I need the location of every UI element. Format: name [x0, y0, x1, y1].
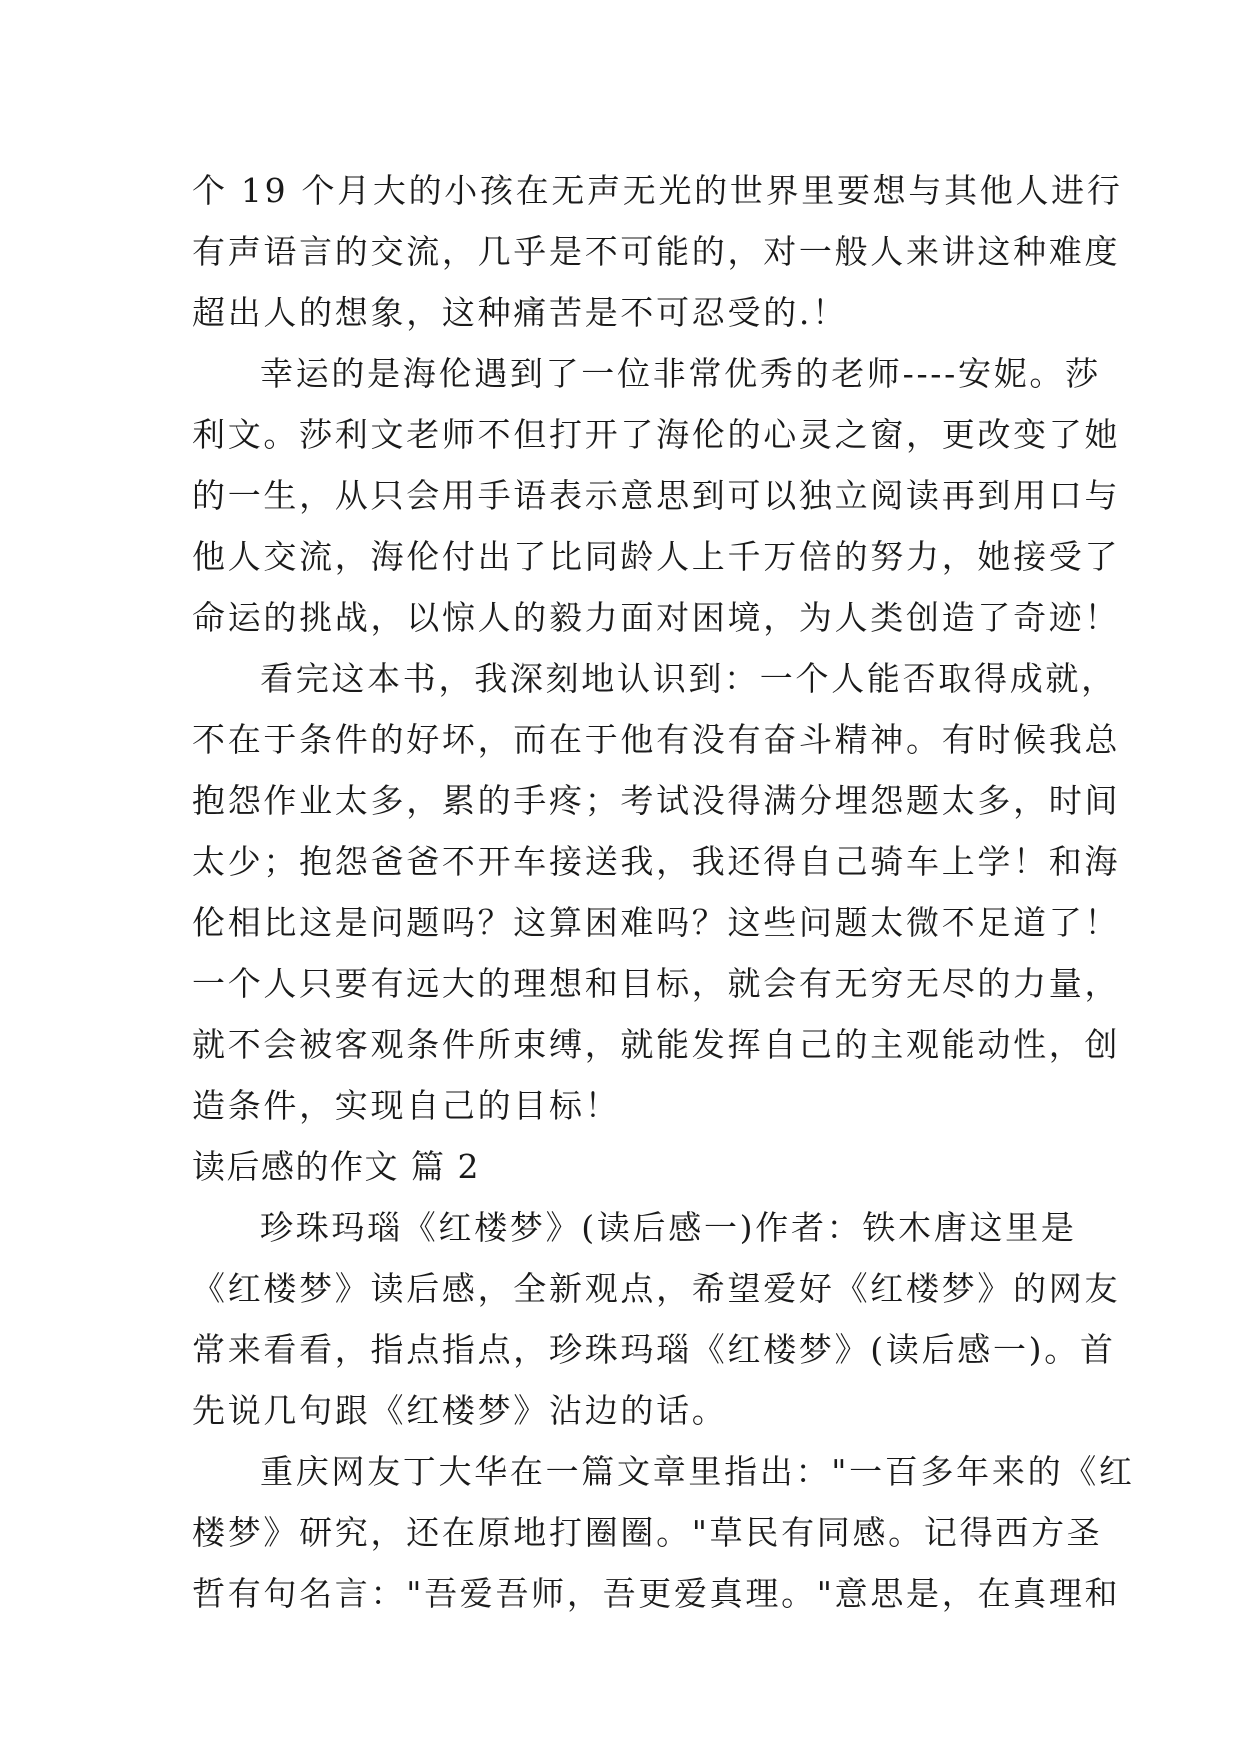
- text-line: 哲有句名言："吾爱吾师，吾更爱真理。"意思是，在真理和: [192, 1574, 1121, 1613]
- paragraph-start-line: 幸运的是海伦遇到了一位非常优秀的老师----安妮。莎: [260, 354, 1101, 393]
- paragraph-start-line: 重庆网友丁大华在一篇文章里指出："一百多年来的《红: [260, 1452, 1135, 1491]
- paragraph-start-line: 看完这本书，我深刻地认识到：一个人能否取得成就，: [260, 659, 1117, 698]
- text-line: 就不会被客观条件所束缚，就能发挥自己的主观能动性，创: [192, 1025, 1121, 1064]
- text-line: 一个人只要有远大的理想和目标，就会有无穷无尽的力量，: [192, 964, 1121, 1003]
- text-line: 不在于条件的好坏，而在于他有没有奋斗精神。有时候我总: [192, 720, 1121, 759]
- text-line: 常来看看，指点指点，珍珠玛瑙《红楼梦》(读后感一)。首: [192, 1330, 1116, 1369]
- paragraph-start-line: 珍珠玛瑙《红楼梦》(读后感一)作者：铁木唐这里是: [260, 1208, 1077, 1247]
- document-page: [192, 160, 1135, 1624]
- text-line: 《红楼梦》读后感，全新观点，希望爱好《红楼梦》的网友: [192, 1269, 1121, 1308]
- text-line: 太少；抱怨爸爸不开车接送我，我还得自己骑车上学！和海: [192, 842, 1121, 881]
- text-line: 有声语言的交流，几乎是不可能的，对一般人来讲这种难度: [192, 232, 1121, 271]
- text-line: 超出人的想象，这种痛苦是不可忍受的.！: [192, 293, 848, 332]
- text-line: 个 19 个月大的小孩在无声无光的世界里要想与其他人进行: [192, 171, 1123, 210]
- text-line: 抱怨作业太多，累的手疼；考试没得满分埋怨题太多，时间: [192, 781, 1121, 820]
- text-line: 利文。莎利文老师不但打开了海伦的心灵之窗，更改变了她: [192, 415, 1121, 454]
- text-line: 造条件，实现自己的目标！: [192, 1086, 621, 1125]
- text-line: 楼梦》研究，还在原地打圈圈。"草民有同感。记得西方圣: [192, 1513, 1103, 1552]
- text-line: 的一生，从只会用手语表示意思到可以独立阅读再到用口与: [192, 476, 1121, 515]
- text-line: 他人交流，海伦付出了比同龄人上千万倍的努力，她接受了: [192, 537, 1121, 576]
- section-heading: 读后感的作文 篇 2: [192, 1147, 480, 1186]
- text-line: 先说几句跟《红楼梦》沾边的话。: [192, 1391, 728, 1430]
- text-line: 伦相比这是问题吗？这算困难吗？这些问题太微不足道了！: [192, 903, 1121, 942]
- text-line: 命运的挑战，以惊人的毅力面对困境，为人类创造了奇迹！: [192, 598, 1121, 637]
